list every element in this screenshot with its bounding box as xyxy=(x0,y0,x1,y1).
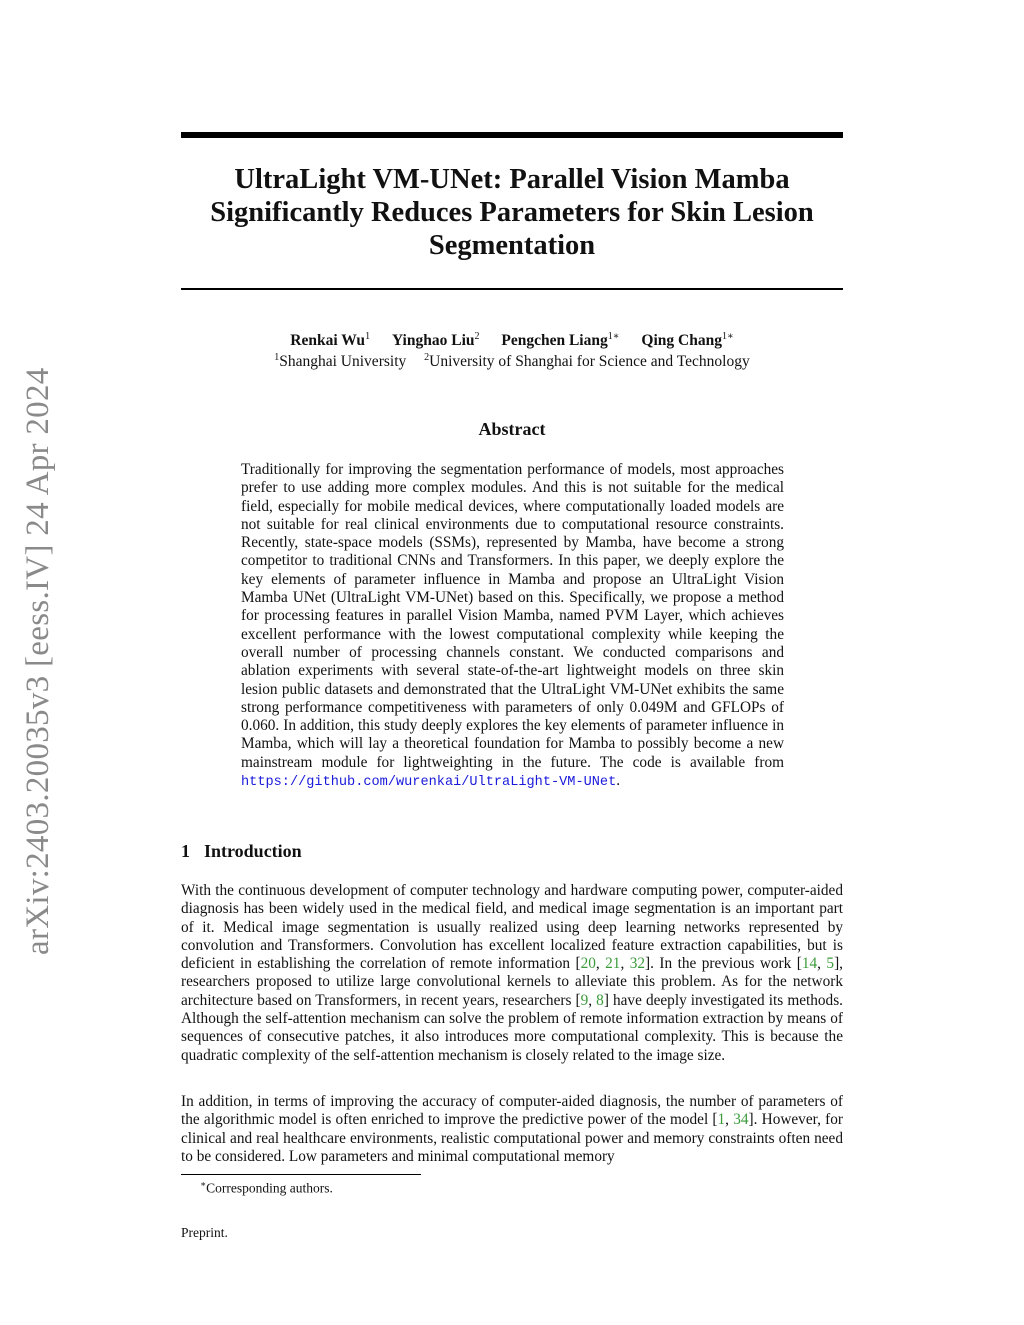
footnote-text: Corresponding authors. xyxy=(206,1180,333,1196)
author xyxy=(290,332,370,349)
intro-paragraph-1: With the continuous development of computer technology and hardware computing power, computer-aided diagnosis has been widely used in the medical field, and medical image segmentation is an important part of it. Medical image segmentation is usually realized using deep learning networks represented by convolution and Transformers. Convolution has excellent localized feature extraction capabilities, but is deficient in establishing the correlation of remote information [20, 21, 32]. In the previous work [14, 5], researchers proposed to utilize large convolutional kernels to alleviate this problem. As for the network architecture based on Transformers, in recent years, researchers [9, 8] have deeply investigated its methods. Although the self-attention mechanism can solve the problem of remote information extraction by means of sequences of consecutive patches, it also introduces more computational complexity. This is because the quadratic complexity of the self-attention mechanism is closely related to the image size. xyxy=(181,882,843,1064)
footnote-mark: ∗ xyxy=(200,1179,207,1189)
code-link[interactable]: https://github.com/wurenkai/UltraLight-VM-UNet xyxy=(241,775,617,791)
author-name: Qing Chang xyxy=(641,332,722,350)
abstract-heading: Abstract xyxy=(478,419,546,439)
citation-link[interactable]: 1 xyxy=(717,1111,726,1129)
author-name: Yinghao Liu xyxy=(391,332,475,350)
author-list xyxy=(181,331,843,350)
paragraph-text: ]. However, for clinical and real healthcare environments, realistic computational power and memory constraints often need to be considered. Low parameters and minimal computational memory xyxy=(181,1111,843,1165)
author xyxy=(641,332,733,349)
citation-link[interactable]: 14 xyxy=(801,955,818,973)
intro-paragraph-2: In addition, in terms of improving the accuracy of computer-aided diagnosis, the number of parameters of the algorithmic model is often enriched to improve the predictive power of the model [1, 34]. However, for clinical and real healthcare environments, realistic computational power and memory constraints often need to be considered. Low parameters and minimal computational memory xyxy=(181,1093,843,1165)
citation-link[interactable]: 8 xyxy=(596,991,604,1009)
citation-link[interactable]: 20 xyxy=(580,955,596,973)
paragraph-text: ] have deeply investigated its methods. Although the self-attention mechanism can solve the problem of remote information extraction by means of sequences of consecutive patches, it also introduces more computational complexity. This is because the quadratic complexity of the self-attention mechanism is closely related to the image size. xyxy=(181,991,843,1064)
affiliation-name: Shanghai University xyxy=(279,353,407,371)
affiliation-list xyxy=(181,352,843,371)
citation-link[interactable]: 34 xyxy=(733,1111,749,1129)
paragraph-text: In addition, in terms of improving the accuracy of computer-aided diagnosis, the number of parameters of the algorithmic model is often enriched to improve the predictive power of the model [ xyxy=(181,1093,843,1129)
footnote-rule xyxy=(181,1174,421,1175)
author-name: Pengchen Liang xyxy=(501,332,608,350)
author xyxy=(501,332,619,349)
paragraph-text: With the continuous development of computer technology and hardware computing power, computer-aided diagnosis has been widely used in the medical field, and medical image segmentation is an important part of it. Medical image segmentation is usually realized using deep learning networks represented by convolution and Transformers. Convolution has excellent localized feature extraction capabilities, but is deficient in establishing the correlation of remote information [ xyxy=(181,882,843,973)
author-mark: 1 xyxy=(365,331,371,342)
citation-link[interactable]: 5 xyxy=(826,955,835,973)
citation-link[interactable]: 21 xyxy=(605,955,621,973)
section-title: Introduction xyxy=(204,841,302,861)
arxiv-identifier: arXiv:2403.20035v3 [eess.IV] 24 Apr 2024 xyxy=(20,367,56,955)
title-line-3: Segmentation xyxy=(428,230,596,261)
section-heading xyxy=(181,841,843,862)
footnote xyxy=(200,1179,333,1197)
paragraph-text: ]. In the previous work [ xyxy=(645,955,802,973)
section-number: 1 xyxy=(181,841,190,861)
paragraph-text: ], researchers proposed to utilize large convolutional kernels to alleviate this problem. As for the network architecture based on Transformers, in recent years, researchers [ xyxy=(181,955,843,1009)
paper-title xyxy=(181,163,843,262)
title-rule-bottom xyxy=(181,288,843,290)
author xyxy=(392,332,480,349)
abstract-body: Traditionally for improving the segmentation performance of models, most approaches prefer to use adding more complex modules. And this is not suitable for the medical field, especially for mobile medical devices, where computationally loaded models are not suitable for real clinical environments due to computational resource constraints. Recently, state-space models (SSMs), represented by Mamba, have become a strong competitor to traditional CNNs and Transformers. In this paper, we deeply explore the key elements of parameter influence in Mamba and propose an UltraLight Vision Mamba UNet (UltraLight VM-UNet) based on this. Specifically, we propose a method for processing features in parallel Vision Mamba, named PVM Layer, which achieves excellent performance with the lowest computational complexity while keeping the overall number of processing channels constant. We conducted comparisons and ablation experiments with several state-of-the-art lightweight models on three skin lesion public datasets and demonstrated that the UltraLight VM-UNet exhibits the same strong performance competitiveness with parameters of only 0.049M and GFLOPs of 0.060. In addition, this study deeply explores the key elements of parameter influence in Mamba, which will lay a theoretical foundation for Mamba to possibly become a new mainstream module for lightweighting in the future. The code is available from https://github.com/wurenkai/UltraLight-VM-UNet. xyxy=(241,461,784,791)
preprint-label: Preprint. xyxy=(181,1225,228,1240)
affiliation-mark: 1 xyxy=(274,352,280,363)
citation-link[interactable]: 32 xyxy=(629,955,646,973)
author-mark: 1∗ xyxy=(607,331,620,342)
citation-link[interactable]: 9 xyxy=(580,991,589,1009)
title-line-1: UltraLight VM-UNet: Parallel Vision Mamba xyxy=(234,164,790,195)
author-mark: 1∗ xyxy=(721,331,734,342)
affiliation xyxy=(274,353,406,370)
author-name: Renkai Wu xyxy=(290,332,366,350)
affiliation-name: University of Shanghai for Science and Technology xyxy=(429,353,750,371)
title-line-2: Significantly Reduces Parameters for Skin Lesion xyxy=(210,197,814,228)
affiliation-mark: 2 xyxy=(424,352,430,363)
title-rule-top xyxy=(181,132,843,138)
author-mark: 2 xyxy=(474,331,480,342)
abstract-text: Traditionally for improving the segmentation performance of models, most approaches prefer to use adding more complex modules. And this is not suitable for the medical field, especially for mobile medical devices, where computationally loaded models are not suitable for real clinical environments due to computational resource constraints. Recently, state-space models (SSMs), represented by Mamba, have become a strong competitor to traditional CNNs and Transformers. In this paper, we deeply explore the key elements of parameter influence in Mamba and propose an UltraLight Vision Mamba UNet (UltraLight VM-UNet) based on this. Specifically, we propose a method for processing features in parallel Vision Mamba, named PVM Layer, which achieves excellent performance with the lowest computational complexity while keeping the overall number of processing channels constant. We conducted comparisons and ablation experiments with several state-of-the-art lightweight models on three skin lesion public datasets and demonstrated that the UltraLight VM-UNet exhibits the same strong performance competitiveness with parameters of only 0.049M and GFLOPs of 0.060. In addition, this study deeply explores the key elements of parameter influence in Mamba, which will lay a theoretical foundation for Mamba to possibly become a new mainstream module for lightweighting in the future. The code is available from xyxy=(241,461,784,771)
affiliation xyxy=(424,353,750,370)
